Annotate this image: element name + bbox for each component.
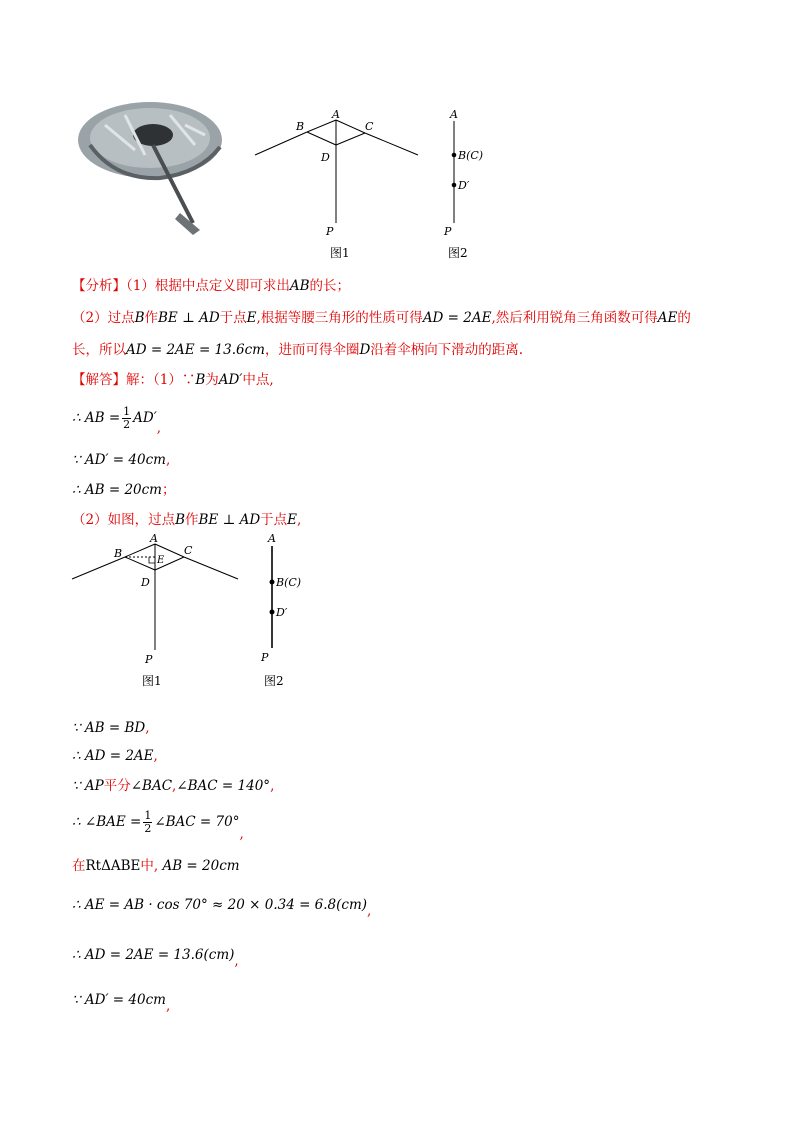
step-2: ∴ AD = 2AE, <box>72 748 158 764</box>
label-C: C <box>365 120 374 133</box>
label-P: P <box>261 651 269 664</box>
step-7: ∴ AD = 2AE = 13.6(cm), <box>72 947 239 969</box>
label-D-prime: D′ <box>458 179 470 192</box>
solution-intro: 【解答】解：（1）∵B为AD′中点, <box>72 372 274 388</box>
label-A: A <box>268 532 276 545</box>
solution-part-2-intro: （2）如图，过点B作BE ⊥ AD于点E, <box>72 512 302 528</box>
solution-step-2: ∵ AD′ = 40cm, <box>72 452 171 468</box>
fraction-half: $\frac{1}{2}$ <box>144 809 152 835</box>
label-D: D <box>321 151 330 164</box>
figure-2-solution <box>258 530 318 695</box>
step-6: ∴ AE = AB · cos 70° ≈ 20 × 0.34 = 6.8(cm), <box>72 897 372 919</box>
caption-fig1: 图1 <box>330 246 350 260</box>
caption-fig2: 图2 <box>448 246 468 260</box>
label-BC: B(C) <box>276 576 302 589</box>
label-A: A <box>150 532 158 545</box>
step-8: ∵ AD′ = 40cm, <box>72 992 171 1014</box>
solution-step-1: ∴ AB = $\frac{1}{2}$ AD′, <box>72 405 162 436</box>
label-C: C <box>184 544 193 557</box>
label-P: P <box>444 225 452 238</box>
analysis-tag: 【分析】 <box>72 278 126 294</box>
label-BC: B(C) <box>458 149 484 162</box>
solution-tag: 【解答】 <box>72 372 126 388</box>
label-E: E <box>157 555 165 566</box>
caption-fig2: 图2 <box>264 674 284 688</box>
label-A: A <box>332 108 340 121</box>
figure-1-solution <box>68 530 248 695</box>
analysis-line-1: 【分析】（1）根据中点定义即可求出AB的长； <box>72 278 351 294</box>
step-5: 在RtΔABE中, AB = 20cm <box>72 858 240 874</box>
analysis-line-2: （2）过点B作BE ⊥ AD于点E,根据等腰三角形的性质可得AD = 2AE,然后利用锐角三角函数可得AE的 <box>72 310 691 326</box>
label-P: P <box>145 653 153 666</box>
caption-fig1: 图1 <box>142 674 162 688</box>
step-1: ∵ AB = BD, <box>72 720 150 736</box>
label-D-prime: D′ <box>276 606 288 619</box>
label-B: B <box>296 120 305 133</box>
analysis-line-3: 长，所以AD = 2AE = 13.6cm，进而可得伞圈D沿着伞柄向下滑动的距离. <box>72 342 524 358</box>
label-P: P <box>326 225 334 238</box>
step-4: ∴ ∠BAE = $\frac{1}{2}$ ∠BAC = 70°, <box>72 809 244 842</box>
step-3: ∵ AP平分∠BAC,∠BAC = 140°, <box>72 778 275 794</box>
figure-2-top <box>440 105 500 265</box>
label-A: A <box>450 108 458 121</box>
fraction-half: $\frac{1}{2}$ <box>123 405 131 431</box>
solution-step-3: ∴ AB = 20cm； <box>72 482 176 498</box>
umbrella-photo <box>75 95 225 240</box>
label-B: B <box>114 547 123 560</box>
figure-1-top <box>250 105 425 265</box>
label-D: D <box>141 576 150 589</box>
